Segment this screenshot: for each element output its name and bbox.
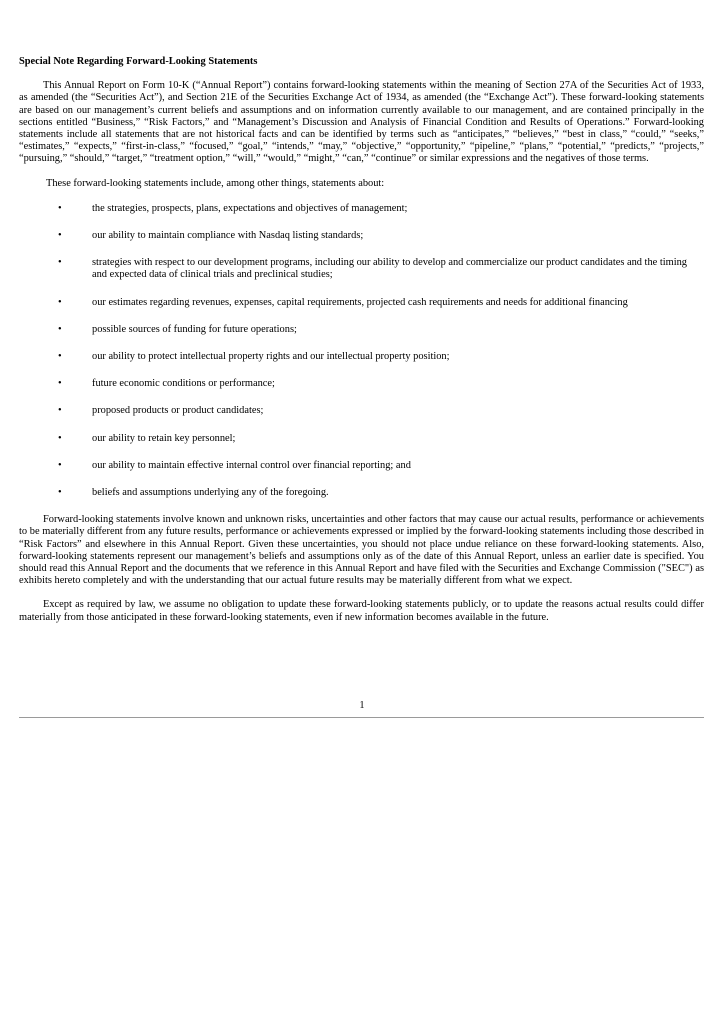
list-item (19, 405, 704, 417)
list-item (19, 257, 704, 281)
bullet-icon: • (58, 323, 62, 335)
list-item-text: strategies with respect to our development programs, including our ability to develop and commercialize our product candidates and the timing and expected data of clinical trials and preclinical studies; (92, 257, 687, 281)
bullet-icon: • (58, 202, 62, 214)
list-item (19, 324, 704, 336)
list-item (19, 351, 704, 363)
bullet-icon: • (58, 459, 62, 471)
bullet-icon: • (58, 257, 62, 269)
page-divider (19, 717, 704, 718)
list-item-text: our ability to retain key personnel; (92, 432, 236, 444)
list-item-text: proposed products or product candidates; (92, 405, 264, 417)
list-item (19, 378, 704, 390)
list-intro: These forward-looking statements include, among other things, statements about: (46, 177, 385, 189)
list-item (19, 203, 704, 215)
list-item-text: our ability to maintain compliance with Nasdaq listing standards; (92, 230, 364, 242)
statements-list (19, 203, 704, 499)
list-item (19, 297, 704, 309)
bullet-icon: • (58, 230, 62, 242)
list-item (19, 460, 704, 472)
bullet-icon: • (58, 405, 62, 417)
list-item (19, 230, 704, 242)
bullet-icon: • (58, 296, 62, 308)
no-obligation-paragraph: Except as required by law, we assume no obligation to update these forward-looking statements publicly, or to update the reasons actual results could differ materially from those anticipated in these forward-looking statements, even if new information becomes available in the future. (19, 599, 704, 623)
list-item-text: future economic conditions or performance; (92, 378, 275, 390)
intro-paragraph: This Annual Report on Form 10-K (“Annual Report”) contains forward-looking statements within the meaning of Section 27A of the Securities Act of 1933, as amended (the “Securities Act”), and Section 21E of the Securities Exchange Act of 1934, as amended (the “Exchange Act”). These forward-looking statements are based on our management’s current beliefs and assumptions and on information currently available to our management, and are contained principally in the sections entitled “Business,” “Risk Factors,” and “Management’s Discussion and Analysis of Financial Condition and Results of Operations.” Forward-looking statements include all statements that are not historical facts and can be identified by terms such as “anticipates,” “believes,” “best in class,” “could,” “seeks,” “estimates,” “expects,” “first-in-class,” “focused,” “goal,” “intends,” “may,” “objective,” “opportunity,” “pipeline,” “plans,” “potential,” “predicts,” “projects,” “pursuing,” “should,” “target,” “treatment option,” “will,” “would,” “might,” “can,” “continue” or similar expressions and the negatives of those terms. (19, 80, 704, 165)
list-item-text: possible sources of funding for future operations; (92, 323, 297, 335)
page-number: 1 (359, 700, 365, 711)
risks-paragraph: Forward-looking statements involve known and unknown risks, uncertainties and other factors that may cause our actual results, performance or achievements to be materially different from any future results, performance or achievements expressed or implied by the forward-looking statements including those described in “Risk Factors” and elsewhere in this Annual Report. Given these uncertainties, you should not place undue reliance on these forward-looking statements. Also, forward-looking statements represent our management’s beliefs and assumptions only as of the date of this Annual Report, unless an earlier date is specified. You should read this Annual Report and the documents that we reference in this Annual Report and have filed with the Securities and Exchange Commission ("SEC") as exhibits hereto completely and with the understanding that our actual future results may be materially different from what we expect. (19, 514, 704, 587)
list-item (19, 433, 704, 445)
list-item-text: our estimates regarding revenues, expenses, capital requirements, projected cash requirements and needs for additional financing (92, 296, 628, 308)
document-page (19, 56, 704, 624)
bullet-icon: • (58, 432, 62, 444)
list-item-text: our ability to maintain effective internal control over financial reporting; and (92, 459, 411, 471)
list-item (19, 487, 704, 499)
list-item-text: the strategies, prospects, plans, expectations and objectives of management; (92, 202, 408, 214)
bullet-icon: • (58, 351, 62, 363)
section-heading: Special Note Regarding Forward-Looking Statements (19, 56, 258, 67)
list-item-text: beliefs and assumptions underlying any of the foregoing. (92, 487, 329, 499)
bullet-icon: • (58, 378, 62, 390)
list-item-text: our ability to protect intellectual property rights and our intellectual property position; (92, 351, 450, 363)
bullet-icon: • (58, 487, 62, 499)
